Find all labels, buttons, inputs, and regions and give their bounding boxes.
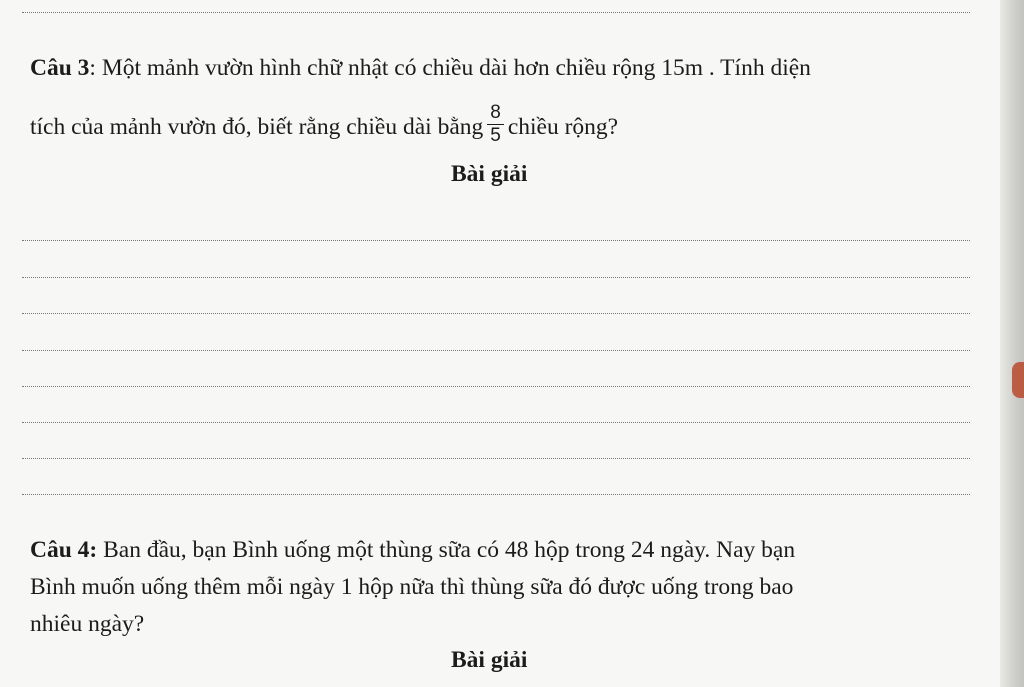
- question-4-line-1: [30, 533, 795, 567]
- question-3-text-2: tích của mảnh vườn đó, biết rằng chiều dài bằng: [30, 113, 484, 140]
- question-3-colon: :: [89, 55, 96, 81]
- answer-line: [22, 458, 970, 459]
- question-3-line-2: [30, 102, 619, 151]
- question-4-label: Câu 4:: [30, 537, 98, 563]
- page-edge: [1000, 0, 1024, 687]
- answer-line: [22, 494, 970, 495]
- question-3-line-1: [30, 51, 811, 85]
- answer-line: [22, 277, 970, 278]
- solution-heading-3: Bài giải: [451, 161, 528, 187]
- question-3-text-3: chiều rộng?: [507, 113, 619, 140]
- question-3-label: Câu 3: [30, 55, 90, 81]
- solution-heading-4: Bài giải: [451, 647, 528, 673]
- answer-line: [22, 12, 970, 13]
- answer-line: [22, 386, 970, 387]
- edge-mark: [1012, 362, 1024, 398]
- question-4-text-1: Ban đầu, bạn Bình uống một thùng sữa có 48 hộp trong 24 ngày. Nay bạn: [97, 537, 796, 563]
- answer-line: [22, 313, 970, 314]
- answer-line: [22, 350, 970, 351]
- fraction-denominator: 5: [490, 125, 501, 146]
- answer-line: [22, 422, 970, 423]
- question-4-line-3: nhiêu ngày?: [30, 611, 145, 637]
- fraction: [487, 102, 504, 147]
- question-3-text-1: Một mảnh vườn hình chữ nhật có chiều dài hơn chiều rộng 15m . Tính diện: [95, 55, 811, 81]
- answer-line: [22, 240, 970, 241]
- question-4-line-2: Bình muốn uống thêm mỗi ngày 1 hộp nữa thì thùng sữa đó được uống trong bao: [30, 574, 794, 600]
- fraction-numerator: 8: [487, 102, 504, 125]
